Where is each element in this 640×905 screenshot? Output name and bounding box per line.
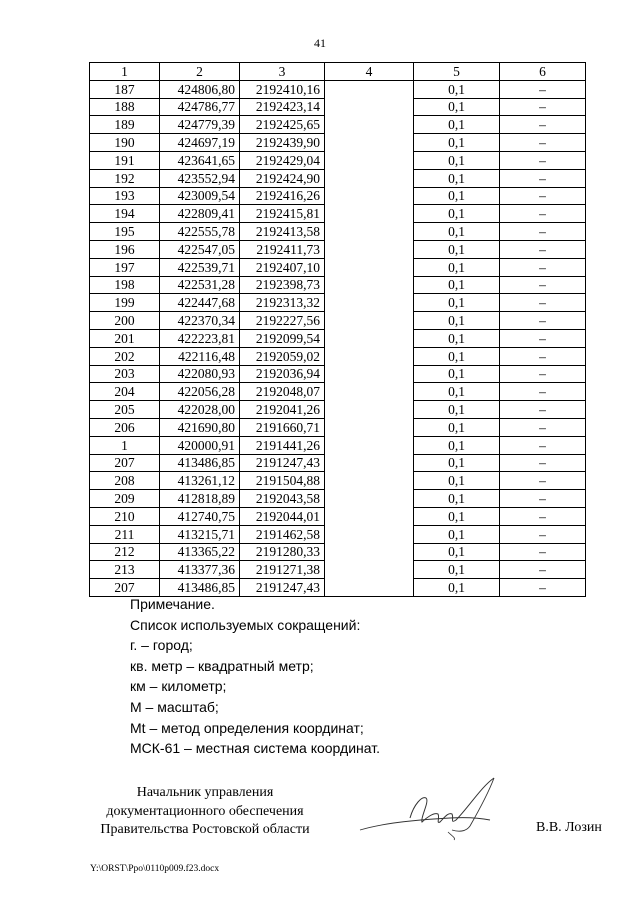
point-number-cell: 187 [90,80,160,98]
column-header: 1 [90,63,160,81]
column-6-cell: – [500,80,586,98]
table-row [90,347,586,365]
x-coordinate-cell: 412818,89 [160,490,240,508]
column-5-cell: 0,1 [414,80,500,98]
column-4-cell [325,436,414,454]
column-4-cell [325,454,414,472]
notes-line: Список используемых сокращений: [130,616,361,633]
y-coordinate-cell: 2192059,02 [240,347,325,365]
column-4-cell [325,418,414,436]
point-number-cell: 196 [90,240,160,258]
notes-line: МСК-61 – местная система координат. [130,740,380,757]
y-coordinate-cell: 2192044,01 [240,507,325,525]
column-header: 5 [414,63,500,81]
column-4-cell [325,543,414,561]
y-coordinate-cell: 2192416,26 [240,187,325,205]
column-5-cell: 0,1 [414,472,500,490]
column-5-cell: 0,1 [414,329,500,347]
column-6-cell: – [500,436,586,454]
column-5-cell: 0,1 [414,151,500,169]
x-coordinate-cell: 413486,85 [160,454,240,472]
column-6-cell: – [500,329,586,347]
column-header: 2 [160,63,240,81]
y-coordinate-cell: 2192415,81 [240,205,325,223]
column-5-cell: 0,1 [414,525,500,543]
table-row [90,240,586,258]
file-path: Y:\ORST\Ppo\0110p009.f23.docx [90,864,220,874]
column-6-cell: – [500,134,586,152]
column-5-cell: 0,1 [414,240,500,258]
page-number: 41 [314,36,326,50]
point-number-cell: 201 [90,329,160,347]
x-coordinate-cell: 422056,28 [160,383,240,401]
x-coordinate-cell: 424806,80 [160,80,240,98]
column-4-cell [325,525,414,543]
column-6-cell: – [500,472,586,490]
x-coordinate-cell: 422555,78 [160,223,240,241]
column-5-cell: 0,1 [414,365,500,383]
column-4-cell [325,116,414,134]
y-coordinate-cell: 2191441,26 [240,436,325,454]
point-number-cell: 200 [90,312,160,330]
y-coordinate-cell: 2192313,32 [240,294,325,312]
y-coordinate-cell: 2191247,43 [240,454,325,472]
table-row [90,223,586,241]
column-5-cell: 0,1 [414,543,500,561]
column-5-cell: 0,1 [414,561,500,579]
column-4-cell [325,258,414,276]
position-line: Начальник управления [136,785,274,800]
point-number-cell: 190 [90,134,160,152]
y-coordinate-cell: 2191280,33 [240,543,325,561]
table-row [90,401,586,419]
column-5-cell: 0,1 [414,579,500,597]
x-coordinate-cell: 422116,48 [160,347,240,365]
coordinates-table [89,62,586,597]
table-row [90,490,586,508]
x-coordinate-cell: 422028,00 [160,401,240,419]
table-row [90,436,586,454]
column-5-cell: 0,1 [414,490,500,508]
column-6-cell: – [500,383,586,401]
x-coordinate-cell: 422080,93 [160,365,240,383]
column-5-cell: 0,1 [414,276,500,294]
column-5-cell: 0,1 [414,312,500,330]
point-number-cell: 207 [90,454,160,472]
column-4-cell [325,507,414,525]
y-coordinate-cell: 2192429,04 [240,151,325,169]
table-row [90,329,586,347]
x-coordinate-cell: 422547,05 [160,240,240,258]
table-header-row [90,63,586,81]
column-5-cell: 0,1 [414,454,500,472]
table-row [90,454,586,472]
point-number-cell: 210 [90,507,160,525]
column-5-cell: 0,1 [414,383,500,401]
column-6-cell: – [500,205,586,223]
point-number-cell: 212 [90,543,160,561]
column-4-cell [325,294,414,312]
x-coordinate-cell: 413486,85 [160,579,240,597]
column-5-cell: 0,1 [414,436,500,454]
y-coordinate-cell: 2192099,54 [240,329,325,347]
column-4-cell [325,365,414,383]
point-number-cell: 208 [90,472,160,490]
column-5-cell: 0,1 [414,418,500,436]
y-coordinate-cell: 2192410,16 [240,80,325,98]
column-4-cell [325,276,414,294]
column-6-cell: – [500,276,586,294]
column-4-cell [325,240,414,258]
y-coordinate-cell: 2192439,90 [240,134,325,152]
column-4-cell [325,98,414,116]
column-6-cell: – [500,561,586,579]
column-6-cell: – [500,347,586,365]
position-line: Правительства Ростовской области [100,822,310,837]
table-row [90,116,586,134]
column-6-cell: – [500,543,586,561]
column-4-cell [325,401,414,419]
point-number-cell: 206 [90,418,160,436]
column-6-cell: – [500,169,586,187]
column-4-cell [325,329,414,347]
column-5-cell: 0,1 [414,187,500,205]
y-coordinate-cell: 2192423,14 [240,98,325,116]
point-number-cell: 191 [90,151,160,169]
table-row [90,205,586,223]
column-4-cell [325,205,414,223]
column-5-cell: 0,1 [414,347,500,365]
table-row [90,80,586,98]
point-number-cell: 205 [90,401,160,419]
column-4-cell [325,312,414,330]
table-row [90,525,586,543]
notes-line: кв. метр – квадратный метр; [130,657,314,674]
signer-name: В.В. Лозин [536,820,602,835]
table-row [90,276,586,294]
notes-title: Примечание. [130,596,215,612]
table-row [90,151,586,169]
table-row [90,543,586,561]
column-6-cell: – [500,579,586,597]
column-6-cell: – [500,151,586,169]
x-coordinate-cell: 423009,54 [160,187,240,205]
point-number-cell: 189 [90,116,160,134]
point-number-cell: 204 [90,383,160,401]
table-row [90,98,586,116]
y-coordinate-cell: 2192411,73 [240,240,325,258]
column-4-cell [325,151,414,169]
x-coordinate-cell: 424779,39 [160,116,240,134]
point-number-cell: 211 [90,525,160,543]
point-number-cell: 207 [90,579,160,597]
point-number-cell: 195 [90,223,160,241]
column-4-cell [325,561,414,579]
y-coordinate-cell: 2192036,94 [240,365,325,383]
table-body [90,80,586,596]
column-5-cell: 0,1 [414,116,500,134]
column-4-cell [325,223,414,241]
point-number-cell: 199 [90,294,160,312]
notes-line: г. – город; [130,637,193,654]
table-row [90,258,586,276]
column-6-cell: – [500,294,586,312]
column-4-cell [325,347,414,365]
table-row [90,561,586,579]
point-number-cell: 192 [90,169,160,187]
signatory-position [90,784,320,840]
table-row [90,383,586,401]
point-number-cell: 193 [90,187,160,205]
table-row [90,134,586,152]
y-coordinate-cell: 2191271,38 [240,561,325,579]
column-6-cell: – [500,490,586,508]
table-row [90,169,586,187]
column-6-cell: – [500,187,586,205]
x-coordinate-cell: 413377,36 [160,561,240,579]
table-row [90,187,586,205]
x-coordinate-cell: 420000,91 [160,436,240,454]
table-row [90,294,586,312]
column-4-cell [325,187,414,205]
column-5-cell: 0,1 [414,401,500,419]
x-coordinate-cell: 422539,71 [160,258,240,276]
column-6-cell: – [500,365,586,383]
column-header: 3 [240,63,325,81]
column-6-cell: – [500,312,586,330]
x-coordinate-cell: 422809,41 [160,205,240,223]
column-6-cell: – [500,418,586,436]
y-coordinate-cell: 2192407,10 [240,258,325,276]
y-coordinate-cell: 2192413,58 [240,223,325,241]
point-number-cell: 202 [90,347,160,365]
notes-section [130,594,380,759]
x-coordinate-cell: 413365,22 [160,543,240,561]
point-number-cell: 209 [90,490,160,508]
x-coordinate-cell: 422223,81 [160,329,240,347]
point-number-cell: 213 [90,561,160,579]
column-6-cell: – [500,223,586,241]
column-5-cell: 0,1 [414,258,500,276]
y-coordinate-cell: 2192041,26 [240,401,325,419]
column-5-cell: 0,1 [414,205,500,223]
position-line: документационного обеспечения [106,803,304,819]
x-coordinate-cell: 421690,80 [160,418,240,436]
y-coordinate-cell: 2192227,56 [240,312,325,330]
x-coordinate-cell: 424697,19 [160,134,240,152]
table-row [90,507,586,525]
column-6-cell: – [500,454,586,472]
point-number-cell: 198 [90,276,160,294]
x-coordinate-cell: 413261,12 [160,472,240,490]
y-coordinate-cell: 2192048,07 [240,383,325,401]
x-coordinate-cell: 423552,94 [160,169,240,187]
column-5-cell: 0,1 [414,223,500,241]
column-6-cell: – [500,240,586,258]
y-coordinate-cell: 2192398,73 [240,276,325,294]
column-6-cell: – [500,98,586,116]
column-6-cell: – [500,258,586,276]
notes-line: М – масштаб; [130,698,219,715]
column-4-cell [325,80,414,98]
column-5-cell: 0,1 [414,134,500,152]
y-coordinate-cell: 2192043,58 [240,490,325,508]
column-header: 4 [325,63,414,81]
column-4-cell [325,472,414,490]
y-coordinate-cell: 2192425,65 [240,116,325,134]
column-4-cell [325,490,414,508]
y-coordinate-cell: 2191504,88 [240,472,325,490]
table-row [90,365,586,383]
table-row [90,418,586,436]
x-coordinate-cell: 413215,71 [160,525,240,543]
column-6-cell: – [500,401,586,419]
x-coordinate-cell: 422370,34 [160,312,240,330]
point-number-cell: 1 [90,436,160,454]
point-number-cell: 197 [90,258,160,276]
table-row [90,312,586,330]
column-6-cell: – [500,116,586,134]
x-coordinate-cell: 422531,28 [160,276,240,294]
column-4-cell [325,169,414,187]
y-coordinate-cell: 2191462,58 [240,525,325,543]
column-header: 6 [500,63,586,81]
x-coordinate-cell: 422447,68 [160,294,240,312]
column-5-cell: 0,1 [414,98,500,116]
column-5-cell: 0,1 [414,169,500,187]
point-number-cell: 203 [90,365,160,383]
column-5-cell: 0,1 [414,507,500,525]
y-coordinate-cell: 2192424,90 [240,169,325,187]
column-6-cell: – [500,507,586,525]
column-4-cell [325,134,414,152]
column-6-cell: – [500,525,586,543]
y-coordinate-cell: 2191247,43 [240,579,325,597]
point-number-cell: 194 [90,205,160,223]
handwritten-signature [350,774,510,844]
point-number-cell: 188 [90,98,160,116]
table-row [90,472,586,490]
x-coordinate-cell: 424786,77 [160,98,240,116]
x-coordinate-cell: 412740,75 [160,507,240,525]
notes-line: км – километр; [130,678,227,695]
column-4-cell [325,383,414,401]
notes-line: Mt – метод определения координат; [130,719,364,736]
column-5-cell: 0,1 [414,294,500,312]
x-coordinate-cell: 423641,65 [160,151,240,169]
y-coordinate-cell: 2191660,71 [240,418,325,436]
